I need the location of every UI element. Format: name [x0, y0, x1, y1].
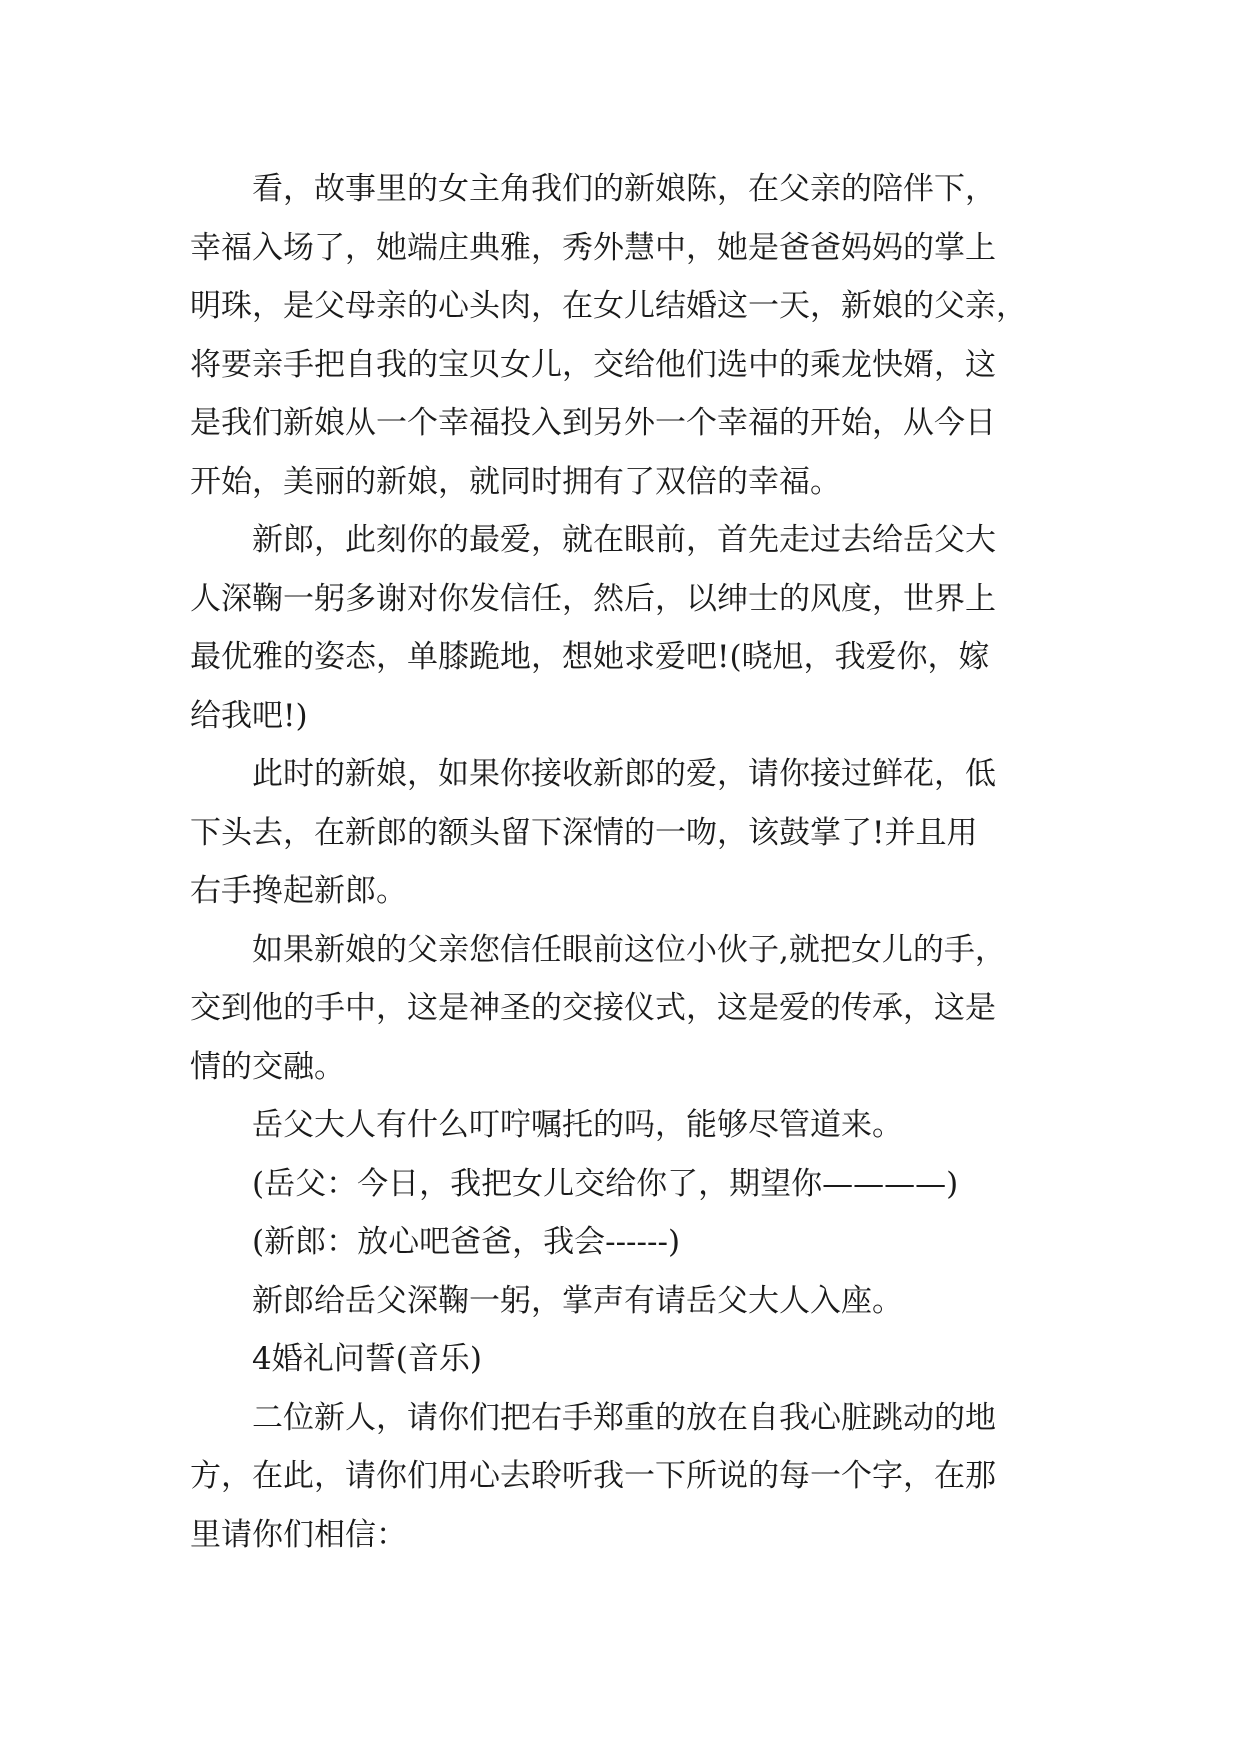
text-line: 情的交融。	[190, 1048, 345, 1085]
text-line: (岳父：今日，我把女儿交给你了，期望你————)	[252, 1165, 959, 1202]
paragraph-bride-entrance	[190, 160, 1050, 511]
text-line: 将要亲手把自我的宝贝女儿，交给他们选中的乘龙快婿，这	[190, 346, 996, 383]
text-line: 如果新娘的父亲您信任眼前这位小伙子,就把女儿的手，	[252, 931, 1006, 968]
text-line: 开始，美丽的新娘，就同时拥有了双倍的幸福。	[190, 463, 841, 500]
text-line: 右手搀起新郎。	[190, 873, 407, 909]
paragraph-handover	[190, 921, 1050, 1097]
text-line: 二位新人，请你们把右手郑重的放在自我心脏跳动的地	[252, 1399, 996, 1436]
text-line: 新郎，此刻你的最爱，就在眼前，首先走过去给岳父大	[252, 522, 996, 558]
text-line: 里请你们相信：	[190, 1516, 407, 1553]
text-line: 看，故事里的女主角我们的新娘陈，在父亲的陪伴下，	[252, 171, 996, 207]
text-line: 岳父大人有什么叮咛嘱托的吗，能够尽管道来。	[252, 1107, 903, 1143]
section-heading-vows	[190, 1330, 1050, 1389]
text-line: 新郎给岳父深鞠一躬，掌声有请岳父大人入座。	[252, 1282, 903, 1319]
paragraph-father-words	[190, 1096, 1050, 1155]
paragraph-bride-response	[190, 745, 1050, 921]
text-line: (新郎：放心吧爸爸，我会------)	[252, 1224, 681, 1260]
paragraph-vows-intro	[190, 1389, 1050, 1565]
paragraph-groom-proposal	[190, 511, 1050, 745]
text-line: 4婚礼问誓(音乐)	[252, 1341, 482, 1377]
text-line: 最优雅的姿态，单膝跪地，想她求爱吧!(晓旭，我爱你，嫁	[190, 639, 990, 675]
paragraph-groom-bow	[190, 1272, 1050, 1331]
paragraph-father-line	[190, 1155, 1050, 1214]
text-line: 是我们新娘从一个幸福投入到另外一个幸福的开始，从今日	[190, 405, 996, 441]
text-line: 交到他的手中，这是神圣的交接仪式，这是爱的传承，这是	[190, 990, 996, 1026]
text-line: 给我吧!)	[190, 697, 308, 734]
paragraph-groom-line	[190, 1213, 1050, 1272]
text-line: 人深鞠一躬多谢对你发信任，然后，以绅士的风度，世界上	[190, 580, 996, 617]
text-line: 方，在此，请你们用心去聆听我一下所说的每一个字，在那	[190, 1458, 996, 1494]
text-line: 幸福入场了，她端庄典雅，秀外慧中，她是爸爸妈妈的掌上	[190, 229, 996, 266]
text-line: 此时的新娘，如果你接收新郎的爱，请你接过鲜花，低	[252, 756, 996, 792]
text-line: 下头去，在新郎的额头留下深情的一吻，该鼓掌了!并且用	[190, 814, 978, 851]
text-line: 明珠，是父母亲的心头肉，在女儿结婚这一天，新娘的父亲，	[190, 288, 1027, 324]
document-body	[190, 160, 1050, 1564]
